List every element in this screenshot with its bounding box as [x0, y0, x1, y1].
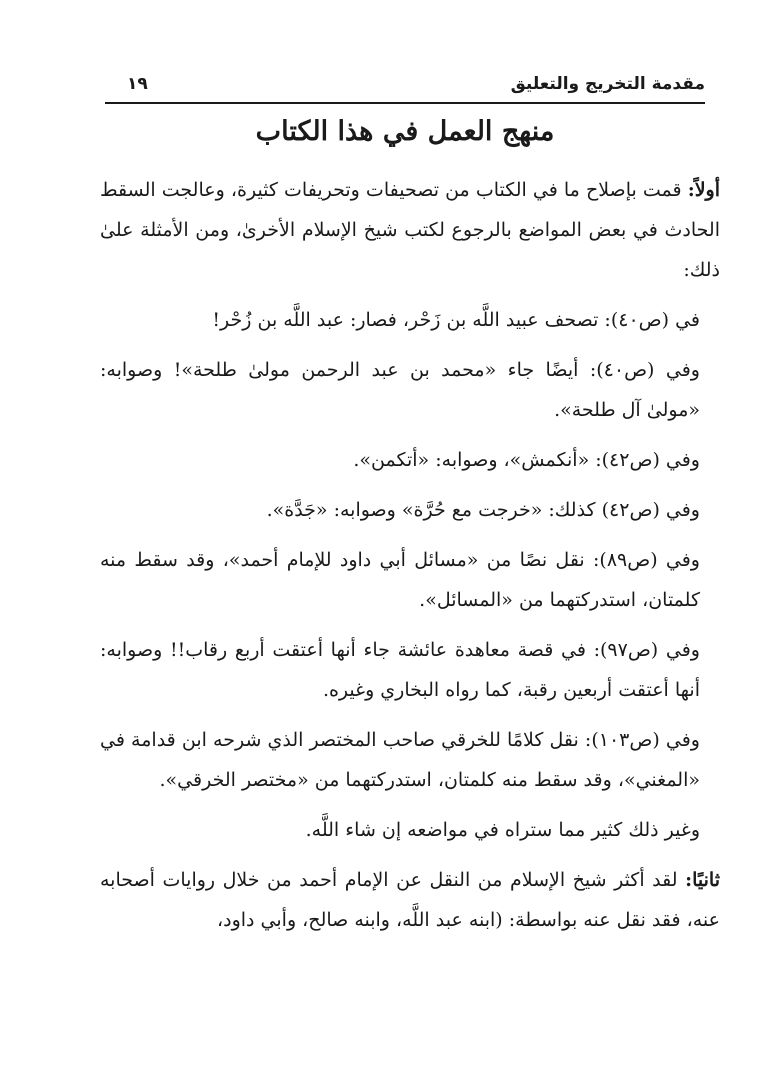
paragraph-lead: ثانيًا: [685, 869, 720, 891]
body-text [100, 170, 720, 950]
paragraph: وفي (ص٨٩): نقل نصًا من «مسائل أبي داود للإمام أحمد»، وقد سقط منه كلمتان، استدركتهما من «المسائل». [100, 549, 700, 611]
paragraph-text: لقد أكثر شيخ الإسلام من النقل عن الإمام أحمد من خلال روايات أصحابه عنه، فقد نقل عنه بواسطة: (ابنه عبد اللَّه، وابنه صالح، وأبي داود، [100, 869, 720, 931]
paragraph: وفي (ص٤٢): «أنكمش»، وصوابه: «أتكمن». [353, 449, 700, 471]
paragraph: وغير ذلك كثير مما ستراه في مواضعه إن شاء اللَّه. [305, 819, 700, 841]
paragraph: وفي (ص٩٧): في قصة معاهدة عائشة جاء أنها أعتقت أربع رقاب!! وصوابه: أنها أعتقت أربعين رقبة، كما رواه البخاري وغيره. [100, 639, 700, 701]
paragraph-first [100, 170, 720, 290]
paragraph: وفي (ص١٠٣): نقل كلامًا للخرقي صاحب المختصر الذي شرحه ابن قدامة في «المغني»، وقد سقط منه كلمتان، استدركتهما من «مختصر الخرقي». [100, 729, 700, 791]
running-title: مقدمة التخريج والتعليق [510, 74, 705, 94]
paragraph-second [100, 860, 720, 940]
section-title: منهج العمل في هذا الكتاب [255, 116, 555, 147]
paragraph: وفي (ص٤٢) كذلك: «خرجت مع حُرَّة» وصوابه: «جَدَّة». [266, 499, 700, 521]
paragraph: في (ص٤٠): تصحف عبيد اللَّه بن زَحْر، فصار: عبد اللَّه بن زُحْر! [212, 309, 700, 331]
paragraph: وفي (ص٤٠): أيضًا جاء «محمد بن عبد الرحمن مولىٰ طلحة»! وصوابه: «مولىٰ آل طلحة». [100, 359, 700, 421]
paragraph-lead: أولاً: [687, 179, 720, 201]
paragraph-text: قمت بإصلاح ما في الكتاب من تصحيفات وتحريفات كثيرة، وعالجت السقط الحادث في بعض المواضع بالرجوع لكتب شيخ الإسلام الأخرىٰ، ومن الأمثلة علىٰ ذلك: [100, 179, 720, 281]
page-number: ١٩ [127, 74, 148, 94]
running-header [105, 72, 705, 104]
